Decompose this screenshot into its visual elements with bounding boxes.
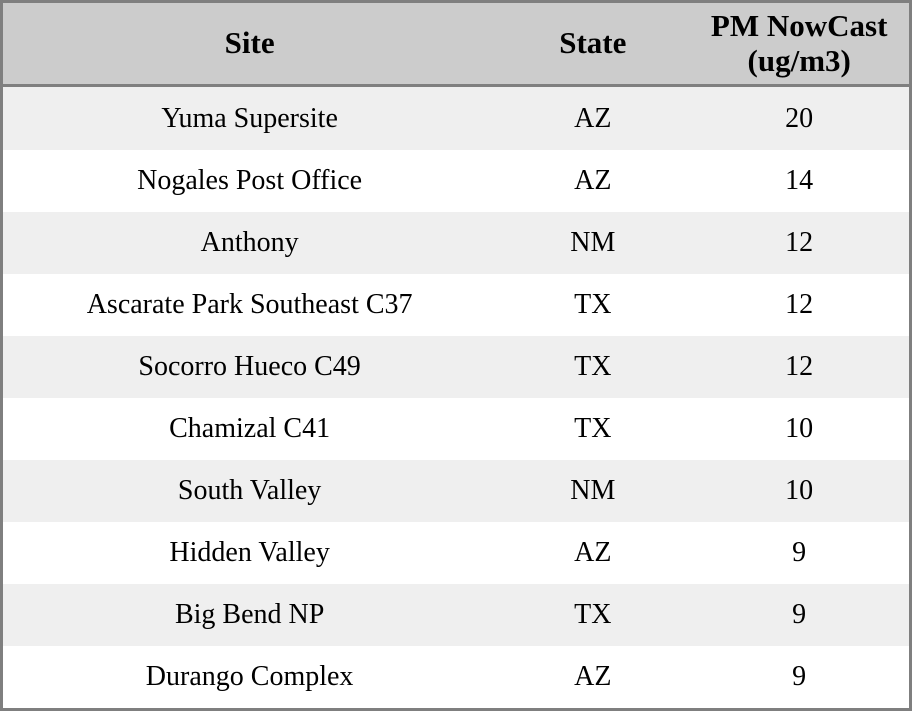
table-row [3, 646, 909, 708]
table-row [3, 86, 909, 150]
table-row [3, 522, 909, 584]
cell-value: 9 [792, 660, 807, 692]
cell-value: 20 [785, 102, 814, 134]
cell-state: NM [570, 475, 616, 507]
table-header-row [3, 3, 909, 86]
cell-state: NM [570, 227, 616, 259]
table-row [3, 584, 909, 646]
cell-site: Socorro Hueco C49 [138, 351, 361, 383]
column-header-pm-nowcast: PM NowCast (ug/m3) [689, 3, 909, 86]
table-row [3, 460, 909, 522]
cell-state: AZ [574, 537, 612, 569]
cell-site: Chamizal C41 [169, 413, 331, 445]
cell-value: 9 [792, 537, 807, 569]
cell-value: 9 [792, 599, 807, 630]
cell-value: 12 [785, 289, 814, 321]
cell-value: 10 [785, 413, 814, 445]
air-quality-table [3, 3, 909, 708]
table-row [3, 212, 909, 274]
table-row [3, 274, 909, 336]
table-body [3, 86, 909, 708]
cell-state: AZ [574, 660, 612, 692]
cell-site: Hidden Valley [169, 537, 330, 569]
column-header-state: State [496, 3, 689, 86]
cell-site: Durango Complex [145, 660, 354, 692]
cell-site: Yuma Supersite [161, 102, 338, 134]
cell-site: South Valley [177, 475, 322, 507]
cell-state: TX [574, 413, 612, 445]
cell-value: 10 [785, 475, 814, 507]
cell-state: AZ [574, 102, 612, 134]
cell-site: Nogales Post Office [137, 165, 363, 197]
table-row [3, 336, 909, 398]
cell-site: Big Bend NP [174, 599, 325, 630]
cell-site: Anthony [200, 227, 299, 259]
cell-value: 14 [785, 165, 814, 197]
cell-value: 12 [785, 351, 814, 383]
cell-state: TX [574, 599, 612, 630]
cell-state: TX [574, 351, 612, 383]
cell-value: 12 [785, 227, 814, 259]
table-row [3, 150, 909, 212]
column-header-site: Site [3, 3, 496, 86]
cell-state: TX [574, 289, 612, 321]
cell-state: AZ [574, 165, 612, 197]
cell-site: Ascarate Park Southeast C37 [86, 289, 413, 321]
table-row [3, 398, 909, 460]
table-header [3, 3, 909, 86]
